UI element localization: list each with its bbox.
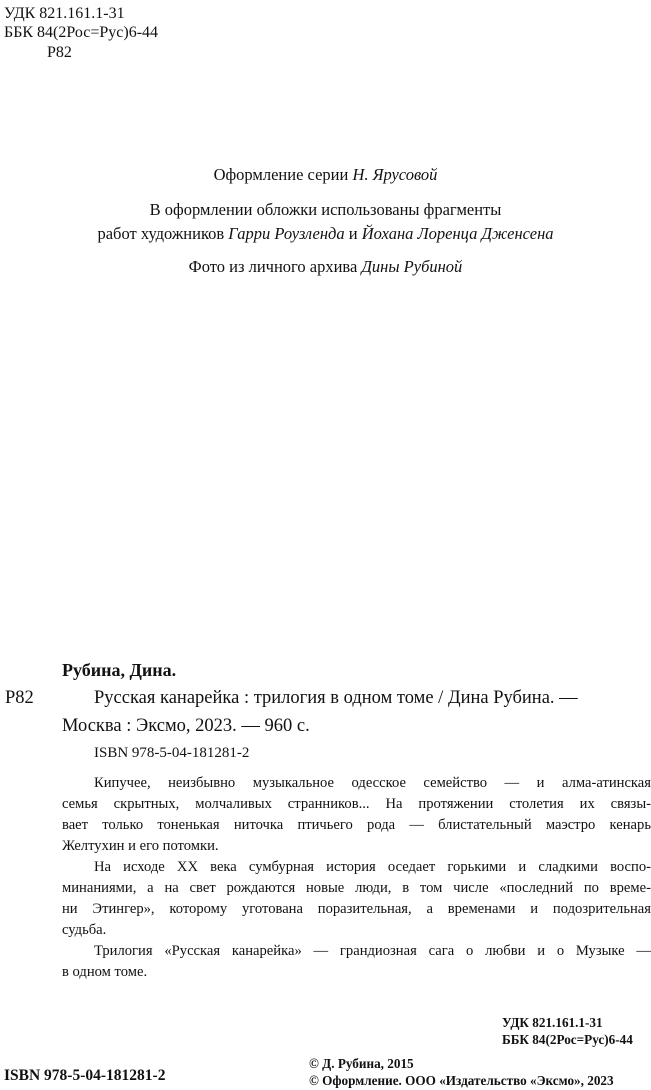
copyright-author: © Д. Рубина, 2015 [309, 1056, 414, 1071]
annotation-paragraph-1: Кипучее, неизбывно музыкальное одесское семейство — и алма-атинская семья скрытных, молчаливых странников... На протяжении столетия их связы- вает только тоненькая ниточка птичьего рода — блистательный маэстро кенарь Желтухин и его потомки. [62, 775, 651, 854]
cover-credit-block [0, 198, 651, 246]
catalog-author: Рубина, Дина. [62, 660, 177, 680]
bbk-code-top: ББК 84(2Рос=Рус)6-44 [4, 24, 159, 41]
isbn-footer: ISBN 978-5-04-181281-2 [4, 1067, 166, 1084]
udk-code-top: УДК 821.161.1-31 [4, 5, 125, 22]
catalog-title-line1: Русская канарейка : трилогия в одном томе / Дина Рубина. — [94, 688, 578, 708]
annotation [62, 773, 651, 983]
catalog-isbn: ISBN 978-5-04-181281-2 [94, 745, 250, 761]
udk-code-bottom: УДК 821.161.1-31 [502, 1015, 603, 1030]
copyright-design: © Оформление. ООО «Издательство «Эксмо», 2023 [309, 1073, 614, 1088]
cover-credit-line2: работ художников Гарри Роузленда и Йохана Лоренца Дженсена [97, 224, 554, 243]
series-design-credit: Оформление серии Н. Ярусовой [213, 165, 438, 184]
cover-artist-1: Гарри Роузленда [228, 224, 345, 243]
photo-credit: Фото из личного архива Дины Рубиной [188, 257, 463, 276]
annotation-paragraph-2: На исходе XX века сумбурная история оседает горькими и сладкими воспо- минаниями, а на свет рождаются новые люди, в том числе «последний по време- ни Этингер», которому уготована поразительная, а временами и подозрительная судьба. [62, 859, 651, 938]
cover-credit-line1: В оформлении обложки использованы фрагменты [149, 200, 502, 219]
photographer-name: Дины Рубиной [361, 257, 463, 276]
photo-credit-block [0, 255, 651, 279]
annotation-paragraph-3: Трилогия «Русская канарейка» — грандиозная сага о любви и о Музыке — в одном томе. [62, 943, 651, 980]
catalog-title-line2: Москва : Эксмо, 2023. — 960 с. [62, 716, 310, 736]
author-mark-top: Р82 [47, 44, 72, 61]
cover-artist-2: Йохана Лоренца Дженсена [361, 224, 554, 243]
catalog-author-mark: Р82 [5, 688, 34, 708]
bbk-code-bottom: ББК 84(2Рос=Рус)6-44 [502, 1032, 633, 1047]
credits-block [0, 163, 651, 187]
series-designer-name: Н. Ярусовой [352, 165, 438, 184]
